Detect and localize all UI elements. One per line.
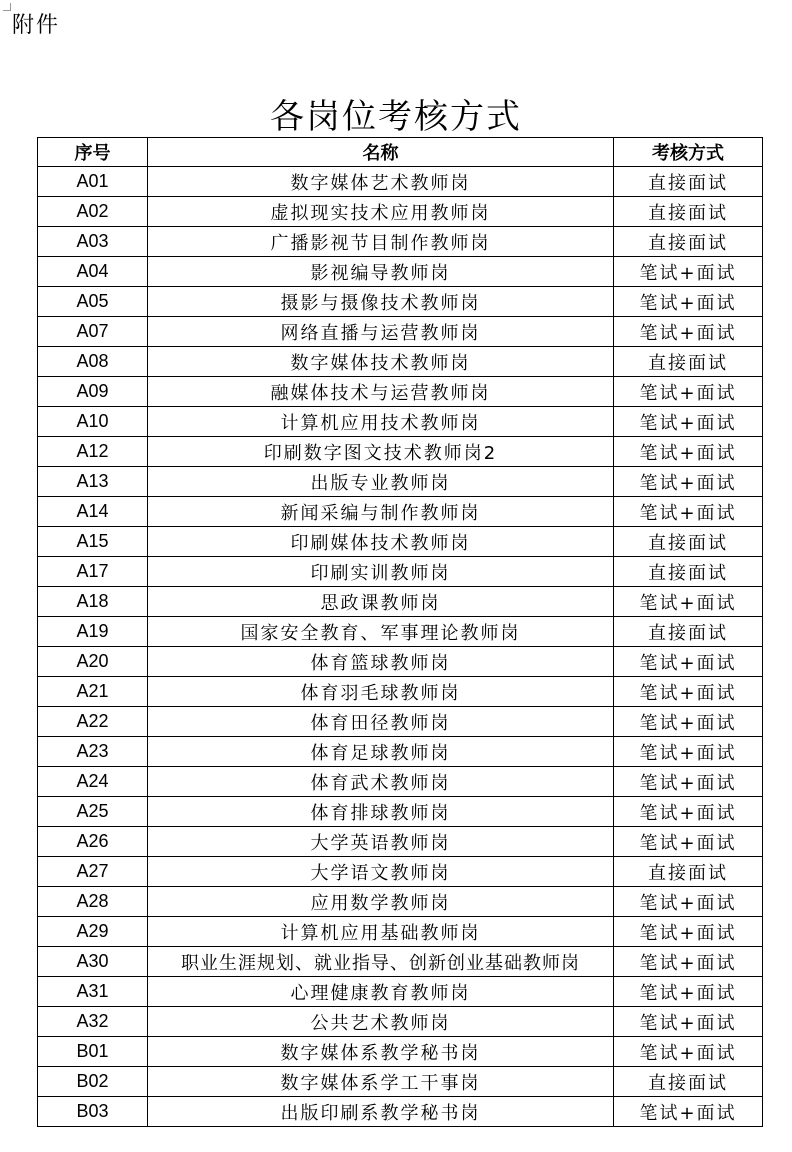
row-name-cell: 数字媒体技术教师岗 (148, 347, 614, 377)
row-method-cell: 直接面试 (614, 197, 763, 227)
table-row (38, 1007, 763, 1037)
row-id-cell: A03 (38, 227, 148, 257)
row-method-cell: 笔试+面试 (614, 737, 763, 767)
row-method-cell: 笔试+面试 (614, 1037, 763, 1067)
table-row (38, 1067, 763, 1097)
row-id-cell: A24 (38, 767, 148, 797)
row-id-cell: A13 (38, 467, 148, 497)
row-method-cell: 笔试+面试 (614, 1007, 763, 1037)
table-row (38, 557, 763, 587)
table-row (38, 167, 763, 197)
row-name-cell: 国家安全教育、军事理论教师岗 (148, 617, 614, 647)
row-id-cell: A09 (38, 377, 148, 407)
table-row (38, 707, 763, 737)
row-name-cell: 大学英语教师岗 (148, 827, 614, 857)
table-row (38, 737, 763, 767)
row-name-cell: 影视编导教师岗 (148, 257, 614, 287)
row-id-cell: A15 (38, 527, 148, 557)
row-name-cell: 大学语文教师岗 (148, 857, 614, 887)
table-body (38, 167, 763, 1127)
row-name-cell: 体育足球教师岗 (148, 737, 614, 767)
row-method-cell: 直接面试 (614, 527, 763, 557)
table-row (38, 317, 763, 347)
row-id-cell: A26 (38, 827, 148, 857)
row-method-cell: 笔试+面试 (614, 827, 763, 857)
table-row (38, 287, 763, 317)
row-name-cell: 计算机应用基础教师岗 (148, 917, 614, 947)
row-id-cell: A14 (38, 497, 148, 527)
row-id-cell: A29 (38, 917, 148, 947)
row-method-cell: 直接面试 (614, 167, 763, 197)
row-id-cell: B02 (38, 1067, 148, 1097)
row-id-cell: A23 (38, 737, 148, 767)
row-method-cell: 直接面试 (614, 557, 763, 587)
row-name-cell: 网络直播与运营教师岗 (148, 317, 614, 347)
row-name-cell: 应用数学教师岗 (148, 887, 614, 917)
row-id-cell: A21 (38, 677, 148, 707)
row-id-cell: A18 (38, 587, 148, 617)
row-name-cell: 印刷媒体技术教师岗 (148, 527, 614, 557)
row-name-cell: 职业生涯规划、就业指导、创新创业基础教师岗 (148, 947, 614, 977)
row-name-cell: 出版印刷系教学秘书岗 (148, 1097, 614, 1127)
row-id-cell: A08 (38, 347, 148, 377)
row-id-cell: A02 (38, 197, 148, 227)
row-method-cell: 笔试+面试 (614, 497, 763, 527)
row-name-cell: 数字媒体系学工干事岗 (148, 1067, 614, 1097)
row-method-cell: 笔试+面试 (614, 257, 763, 287)
table-row (38, 467, 763, 497)
table-row (38, 377, 763, 407)
row-id-cell: A05 (38, 287, 148, 317)
row-id-cell: A12 (38, 437, 148, 467)
row-method-cell: 笔试+面试 (614, 407, 763, 437)
row-name-cell: 印刷实训教师岗 (148, 557, 614, 587)
row-name-cell: 公共艺术教师岗 (148, 1007, 614, 1037)
row-id-cell: A25 (38, 797, 148, 827)
row-name-cell: 体育排球教师岗 (148, 797, 614, 827)
row-id-cell: A20 (38, 647, 148, 677)
row-name-cell: 印刷数字图文技术教师岗2 (148, 437, 614, 467)
row-method-cell: 笔试+面试 (614, 887, 763, 917)
row-method-cell: 笔试+面试 (614, 977, 763, 1007)
table-row (38, 677, 763, 707)
row-method-cell: 笔试+面试 (614, 587, 763, 617)
row-method-cell: 直接面试 (614, 617, 763, 647)
row-name-cell: 出版专业教师岗 (148, 467, 614, 497)
table-row (38, 887, 763, 917)
column-header-id: 序号 (38, 138, 148, 167)
row-method-cell: 笔试+面试 (614, 437, 763, 467)
row-id-cell: A17 (38, 557, 148, 587)
table-row (38, 857, 763, 887)
page-title: 各岗位考核方式 (270, 96, 522, 137)
row-method-cell: 直接面试 (614, 347, 763, 377)
row-name-cell: 广播影视节目制作教师岗 (148, 227, 614, 257)
row-method-cell: 笔试+面试 (614, 467, 763, 497)
row-id-cell: B01 (38, 1037, 148, 1067)
table-row (38, 257, 763, 287)
row-id-cell: A30 (38, 947, 148, 977)
table-row (38, 617, 763, 647)
row-name-cell: 摄影与摄像技术教师岗 (148, 287, 614, 317)
table-row (38, 1037, 763, 1067)
table-row (38, 947, 763, 977)
row-method-cell: 笔试+面试 (614, 917, 763, 947)
row-method-cell: 直接面试 (614, 1067, 763, 1097)
row-method-cell: 笔试+面试 (614, 317, 763, 347)
table-row (38, 407, 763, 437)
table-row (38, 497, 763, 527)
column-header-name: 名称 (148, 138, 614, 167)
row-name-cell: 体育篮球教师岗 (148, 647, 614, 677)
row-id-cell: A10 (38, 407, 148, 437)
row-name-cell: 心理健康教育教师岗 (148, 977, 614, 1007)
row-id-cell: A22 (38, 707, 148, 737)
row-id-cell: A04 (38, 257, 148, 287)
row-id-cell: A31 (38, 977, 148, 1007)
row-method-cell: 直接面试 (614, 227, 763, 257)
table-row (38, 587, 763, 617)
row-id-cell: A07 (38, 317, 148, 347)
row-name-cell: 思政课教师岗 (148, 587, 614, 617)
row-id-cell: A32 (38, 1007, 148, 1037)
table-row (38, 767, 763, 797)
positions-table (37, 137, 763, 1127)
row-name-cell: 计算机应用技术教师岗 (148, 407, 614, 437)
row-id-cell: A27 (38, 857, 148, 887)
table-row (38, 1097, 763, 1127)
table-row (38, 977, 763, 1007)
row-method-cell: 笔试+面试 (614, 947, 763, 977)
table-row (38, 827, 763, 857)
row-name-cell: 体育羽毛球教师岗 (148, 677, 614, 707)
row-name-cell: 融媒体技术与运营教师岗 (148, 377, 614, 407)
row-method-cell: 笔试+面试 (614, 707, 763, 737)
row-method-cell: 笔试+面试 (614, 647, 763, 677)
table-row (38, 197, 763, 227)
row-id-cell: A19 (38, 617, 148, 647)
row-method-cell: 笔试+面试 (614, 767, 763, 797)
row-name-cell: 体育田径教师岗 (148, 707, 614, 737)
row-method-cell: 笔试+面试 (614, 1097, 763, 1127)
table-row (38, 647, 763, 677)
row-method-cell: 笔试+面试 (614, 287, 763, 317)
row-id-cell: B03 (38, 1097, 148, 1127)
row-method-cell: 笔试+面试 (614, 677, 763, 707)
row-id-cell: A28 (38, 887, 148, 917)
row-name-cell: 数字媒体系教学秘书岗 (148, 1037, 614, 1067)
page-corner-mark (3, 3, 11, 11)
table-row (38, 347, 763, 377)
row-name-cell: 体育武术教师岗 (148, 767, 614, 797)
attachment-label: 附件 (12, 13, 61, 38)
table-row (38, 917, 763, 947)
table-header-row (38, 138, 763, 167)
row-method-cell: 笔试+面试 (614, 377, 763, 407)
table-row (38, 227, 763, 257)
table-row (38, 797, 763, 827)
table-row (38, 437, 763, 467)
row-method-cell: 直接面试 (614, 857, 763, 887)
row-name-cell: 虚拟现实技术应用教师岗 (148, 197, 614, 227)
row-name-cell: 数字媒体艺术教师岗 (148, 167, 614, 197)
row-method-cell: 笔试+面试 (614, 797, 763, 827)
table-row (38, 527, 763, 557)
row-id-cell: A01 (38, 167, 148, 197)
row-name-cell: 新闻采编与制作教师岗 (148, 497, 614, 527)
column-header-method: 考核方式 (614, 138, 763, 167)
